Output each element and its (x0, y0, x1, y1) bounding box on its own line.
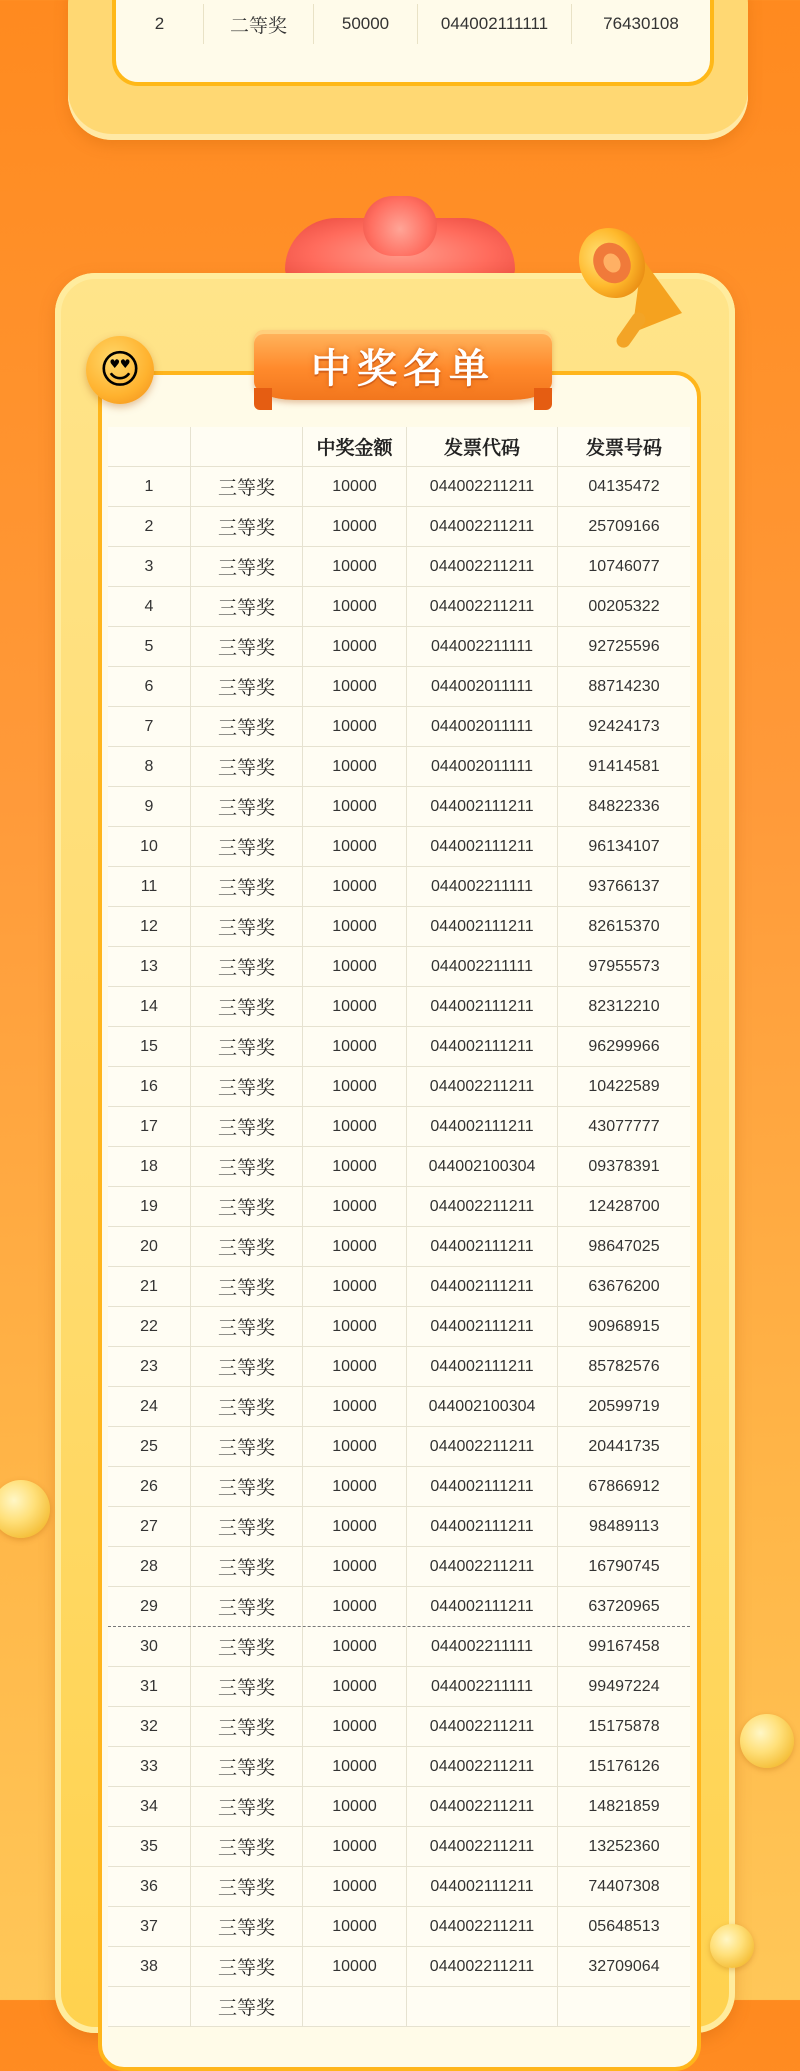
invoice-number: 92725596 (588, 637, 660, 655)
prize-amount: 10000 (303, 1067, 407, 1106)
invoice-code: 044002111211 (407, 1507, 558, 1546)
table-row (108, 1427, 690, 1467)
prize-amount: 10000 (303, 1547, 407, 1586)
invoice-number: 99167458 (588, 1637, 660, 1655)
invoice-code: 044002111211 (407, 1867, 558, 1906)
table-row (108, 1387, 690, 1427)
invoice-number: 20441735 (588, 1437, 660, 1455)
header-invoice-code: 发票代码 (407, 427, 558, 466)
table-row (108, 467, 690, 507)
invoice-number: 76430108 (603, 14, 679, 33)
prize-level: 三等奖 (191, 1747, 303, 1786)
row-number: 9 (108, 787, 191, 826)
invoice-number: 90968915 (588, 1317, 660, 1335)
prize-level: 三等奖 (191, 1707, 303, 1746)
invoice-code: 044002211211 (407, 1187, 558, 1226)
row-number: 4 (108, 587, 191, 626)
invoice-code: 044002111211 (407, 827, 558, 866)
invoice-code: 044002211211 (407, 1827, 558, 1866)
invoice-code: 044002211211 (407, 1067, 558, 1106)
row-number (108, 1987, 191, 2026)
invoice-number: 10746077 (588, 557, 660, 575)
invoice-number: 82615370 (588, 917, 660, 935)
invoice-code: 044002211111 (407, 947, 558, 986)
table-row (108, 787, 690, 827)
gold-coin-icon (0, 1480, 50, 1538)
prize-level: 三等奖 (191, 1147, 303, 1186)
prize-amount: 10000 (303, 1147, 407, 1186)
invoice-number: 98647025 (588, 1237, 660, 1255)
prize-amount: 10000 (303, 827, 407, 866)
invoice-code: 044002211211 (407, 507, 558, 546)
invoice-code: 044002111211 (407, 787, 558, 826)
gold-coin-icon (740, 1714, 794, 1768)
winner-table (108, 427, 690, 2027)
header-cell (108, 427, 191, 466)
table-row (108, 707, 690, 747)
table-row (108, 1347, 690, 1387)
row-number: 27 (108, 1507, 191, 1546)
prize-amount: 10000 (303, 667, 407, 706)
invoice-number: 93766137 (588, 877, 660, 895)
table-row (108, 1587, 690, 1627)
invoice-number: 15175878 (588, 1717, 660, 1735)
prize-amount: 10000 (303, 1387, 407, 1426)
prize-amount: 10000 (303, 1307, 407, 1346)
table-row (108, 1507, 690, 1547)
row-number: 29 (108, 1587, 191, 1626)
prize-amount: 10000 (303, 987, 407, 1026)
prize-level: 三等奖 (191, 747, 303, 786)
prize-level: 三等奖 (191, 1987, 303, 2026)
prize-amount: 10000 (303, 587, 407, 626)
prize-amount: 10000 (303, 747, 407, 786)
prize-level: 三等奖 (191, 547, 303, 586)
row-number: 15 (108, 1027, 191, 1066)
invoice-code: 044002111211 (407, 1467, 558, 1506)
invoice-code: 044002211211 (407, 1787, 558, 1826)
table-row (108, 1227, 690, 1267)
invoice-number: 16790745 (588, 1557, 660, 1575)
prize-level: 三等奖 (191, 587, 303, 626)
table-row (108, 1907, 690, 1947)
prize-amount: 10000 (303, 1507, 407, 1546)
prize-amount: 10000 (303, 707, 407, 746)
invoice-number: 04135472 (588, 477, 660, 495)
banner-title: 中奖名单 (311, 346, 495, 391)
prize-amount: 10000 (303, 1347, 407, 1386)
invoice-number: 12428700 (588, 1197, 660, 1215)
table-row (108, 1147, 690, 1187)
row-number: 36 (108, 1867, 191, 1906)
invoice-code: 044002211211 (407, 1747, 558, 1786)
invoice-number: 97955573 (588, 957, 660, 975)
table-row (108, 1947, 690, 1987)
table-row (108, 1467, 690, 1507)
prize-level: 三等奖 (191, 507, 303, 546)
table-row (108, 1787, 690, 1827)
invoice-number: 92424173 (588, 717, 660, 735)
row-number: 26 (108, 1467, 191, 1506)
row-number: 35 (108, 1827, 191, 1866)
prize-level: 三等奖 (191, 1307, 303, 1346)
prize-amount: 10000 (303, 867, 407, 906)
winner-list-banner (254, 330, 552, 400)
header-invoice-number: 发票号码 (585, 438, 662, 459)
row-number: 28 (108, 1547, 191, 1586)
table-row (108, 547, 690, 587)
prize-level: 三等奖 (191, 467, 303, 506)
invoice-number: 43077777 (588, 1117, 660, 1135)
invoice-number: 15176126 (588, 1757, 660, 1775)
invoice-number: 13252360 (588, 1837, 660, 1855)
row-number: 2 (108, 507, 191, 546)
invoice-number: 88714230 (588, 677, 660, 695)
invoice-code: 044002011111 (407, 747, 558, 786)
table-body (108, 467, 690, 2027)
invoice-code: 044002111211 (407, 1267, 558, 1306)
prize-level: 三等奖 (191, 1187, 303, 1226)
gold-coin-icon (710, 1924, 754, 1968)
prize-level: 三等奖 (191, 707, 303, 746)
table-row (108, 747, 690, 787)
table-header (108, 427, 690, 467)
table-row (108, 1627, 690, 1667)
prize-level: 三等奖 (191, 867, 303, 906)
invoice-code: 044002111211 (407, 1027, 558, 1066)
prize-level: 三等奖 (191, 1267, 303, 1306)
table-row (108, 907, 690, 947)
prize-amount: 10000 (303, 1707, 407, 1746)
prize-amount: 10000 (303, 547, 407, 586)
table-row (108, 627, 690, 667)
prize-amount: 10000 (303, 507, 407, 546)
table-row (108, 1187, 690, 1227)
prize-amount: 10000 (303, 627, 407, 666)
row-number: 37 (108, 1907, 191, 1946)
prize-level: 三等奖 (191, 1387, 303, 1426)
invoice-number: 98489113 (589, 1517, 659, 1535)
row-number: 17 (108, 1107, 191, 1146)
prize-amount: 10000 (303, 1467, 407, 1506)
invoice-number: 99497224 (588, 1677, 660, 1695)
table-row (108, 1067, 690, 1107)
invoice-code: 044002111211 (407, 987, 558, 1026)
invoice-number: 63676200 (588, 1277, 660, 1295)
row-number: 30 (108, 1627, 191, 1666)
row-number: 14 (108, 987, 191, 1026)
prize-level: 三等奖 (191, 1427, 303, 1466)
prize-amount: 10000 (303, 1267, 407, 1306)
prize-amount: 10000 (303, 1827, 407, 1866)
prize-amount: 10000 (303, 1227, 407, 1266)
table-row (108, 827, 690, 867)
invoice-number: 32709064 (588, 1957, 660, 1975)
prize-level: 三等奖 (191, 987, 303, 1026)
prize-level: 三等奖 (191, 1587, 303, 1626)
row-number: 25 (108, 1427, 191, 1466)
invoice-code: 044002211211 (407, 1707, 558, 1746)
prize-level: 二等奖 (204, 4, 314, 44)
prize-level: 三等奖 (191, 1467, 303, 1506)
prize-level: 三等奖 (191, 1547, 303, 1586)
prize-amount: 10000 (303, 1947, 407, 1986)
invoice-code (407, 1987, 558, 2026)
table-row (108, 587, 690, 627)
prize-amount: 10000 (303, 1867, 407, 1906)
megaphone-icon (572, 218, 690, 358)
prize-amount: 10000 (303, 1747, 407, 1786)
invoice-number: 20599719 (588, 1397, 660, 1415)
invoice-code: 044002111211 (407, 1587, 558, 1626)
ribbon-bow-decoration (285, 218, 515, 278)
row-number: 3 (108, 547, 191, 586)
invoice-code: 044002211111 (407, 1667, 558, 1706)
row-number: 16 (108, 1067, 191, 1106)
prize-level: 三等奖 (191, 907, 303, 946)
invoice-code: 044002111211 (407, 907, 558, 946)
invoice-number: 85782576 (588, 1357, 660, 1375)
invoice-number: 14821859 (588, 1797, 660, 1815)
prize-level: 三等奖 (191, 1947, 303, 1986)
invoice-number: 82312210 (588, 997, 660, 1015)
prize-level: 三等奖 (191, 1667, 303, 1706)
prize-level: 三等奖 (191, 1227, 303, 1266)
invoice-code: 044002211211 (407, 1547, 558, 1586)
invoice-number: 10422589 (588, 1077, 660, 1095)
invoice-code: 044002211111 (407, 867, 558, 906)
prize-level: 三等奖 (191, 1787, 303, 1826)
prize-level: 三等奖 (191, 667, 303, 706)
row-number: 13 (108, 947, 191, 986)
prize-level: 三等奖 (191, 1867, 303, 1906)
prize-level: 三等奖 (191, 1067, 303, 1106)
invoice-number: 96299966 (588, 1037, 660, 1055)
table-row (116, 4, 710, 44)
row-number: 1 (108, 467, 191, 506)
table-row (108, 1987, 690, 2027)
prize-amount: 10000 (303, 1427, 407, 1466)
row-number: 19 (108, 1187, 191, 1226)
table-row (108, 1307, 690, 1347)
table-row (108, 1707, 690, 1747)
row-number: 7 (108, 707, 191, 746)
table-row (108, 1547, 690, 1587)
prize-level: 三等奖 (191, 627, 303, 666)
header-cell (191, 427, 303, 466)
row-number: 31 (108, 1667, 191, 1706)
prize-amount: 10000 (303, 907, 407, 946)
invoice-code: 044002211211 (407, 547, 558, 586)
prize-amount: 10000 (303, 1027, 407, 1066)
invoice-code: 044002211211 (407, 1427, 558, 1466)
invoice-code: 044002111211 (407, 1347, 558, 1386)
header-amount: 中奖金额 (303, 427, 407, 466)
row-number: 24 (108, 1387, 191, 1426)
row-number: 5 (108, 627, 191, 666)
prize-level: 三等奖 (191, 1907, 303, 1946)
prize-level: 三等奖 (191, 1827, 303, 1866)
prize-level: 三等奖 (191, 1027, 303, 1066)
row-number: 34 (108, 1787, 191, 1826)
table-row (108, 667, 690, 707)
prize-level: 三等奖 (191, 1627, 303, 1666)
invoice-code: 044002111211 (407, 1307, 558, 1346)
table-row (108, 1747, 690, 1787)
prize-amount: 10000 (303, 1187, 407, 1226)
row-number: 22 (108, 1307, 191, 1346)
invoice-number: 96134107 (588, 837, 660, 855)
invoice-code: 044002111211 (407, 1227, 558, 1266)
table-row (108, 1107, 690, 1147)
prize-amount (303, 1987, 407, 2026)
invoice-number: 84822336 (588, 797, 660, 815)
prize-level: 三等奖 (191, 827, 303, 866)
invoice-number: 05648513 (588, 1917, 660, 1935)
prize-level: 三等奖 (191, 947, 303, 986)
invoice-code: 044002211211 (407, 1907, 558, 1946)
invoice-code: 044002111211 (407, 1107, 558, 1146)
row-number: 23 (108, 1347, 191, 1386)
prize-amount: 10000 (303, 947, 407, 986)
prize-level: 三等奖 (191, 1507, 303, 1546)
table-row (108, 1827, 690, 1867)
invoice-code: 044002111111 (418, 4, 572, 44)
table-row (108, 987, 690, 1027)
table-row (108, 1667, 690, 1707)
invoice-number: 09378391 (588, 1157, 660, 1175)
row-number: 33 (108, 1747, 191, 1786)
row-number: 20 (108, 1227, 191, 1266)
prize-amount: 10000 (303, 1667, 407, 1706)
table-row (108, 1027, 690, 1067)
table-row (108, 1867, 690, 1907)
prize-amount: 50000 (314, 4, 418, 44)
invoice-code: 044002211111 (407, 627, 558, 666)
prize-amount: 10000 (303, 1587, 407, 1626)
invoice-code: 044002100304 (407, 1147, 558, 1186)
prize-amount: 10000 (303, 467, 407, 506)
invoice-number: 74407308 (588, 1877, 660, 1895)
prize-amount: 10000 (303, 1627, 407, 1666)
invoice-number: 25709166 (588, 517, 660, 535)
prize-amount: 10000 (303, 1787, 407, 1826)
invoice-number: 91414581 (588, 757, 660, 775)
prize-level: 三等奖 (191, 1107, 303, 1146)
row-number: 11 (108, 867, 191, 906)
row-number: 12 (108, 907, 191, 946)
invoice-code: 044002211211 (407, 1947, 558, 1986)
prize-amount: 10000 (303, 1907, 407, 1946)
table-row (108, 867, 690, 907)
invoice-code: 044002100304 (407, 1387, 558, 1426)
row-number: 32 (108, 1707, 191, 1746)
row-number: 21 (108, 1267, 191, 1306)
table-row (108, 1267, 690, 1307)
prize-amount: 10000 (303, 1107, 407, 1146)
invoice-number (558, 1987, 690, 2026)
invoice-code: 044002211211 (407, 587, 558, 626)
row-number: 8 (108, 747, 191, 786)
invoice-number: 67866912 (588, 1477, 660, 1495)
prize-amount: 10000 (303, 787, 407, 826)
row-number: 2 (116, 4, 204, 44)
table-row (108, 947, 690, 987)
invoice-number: 63720965 (588, 1597, 660, 1615)
invoice-code: 044002211111 (407, 1627, 558, 1666)
prize-level: 三等奖 (191, 787, 303, 826)
row-number: 38 (108, 1947, 191, 1986)
invoice-code: 044002211211 (407, 467, 558, 506)
table-row (108, 507, 690, 547)
row-number: 6 (108, 667, 191, 706)
invoice-number: 00205322 (588, 597, 660, 615)
previous-prize-table (112, 0, 714, 86)
invoice-code: 044002011111 (407, 667, 558, 706)
prize-level: 三等奖 (191, 1347, 303, 1386)
row-number: 18 (108, 1147, 191, 1186)
invoice-code: 044002011111 (407, 707, 558, 746)
heart-eyes-emoji-icon: 😍 (86, 336, 154, 404)
row-number: 10 (108, 827, 191, 866)
